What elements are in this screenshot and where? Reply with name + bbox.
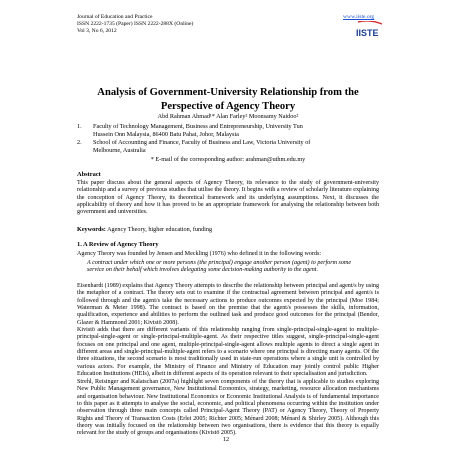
paper-title — [77, 86, 379, 114]
affiliation-text: Faculty of Technology Management, Business and Entrepreneurship, University Tun Hussein Onn Malaysia, 86400 Batu Pahat, Johor, Malaysia — [93, 123, 303, 138]
affiliation-text: School of Accounting and Finance, Faculty of Business and Law, Victoria University of Melbourne, Australia — [93, 139, 311, 154]
journal-url-link[interactable]: www.iiste.org — [343, 14, 375, 20]
body-paragraph-1: Eisenhardt (1989) explains that Agency Theory attempts to describe the relationship between principal and agent/s by using the metaphor of a contract. The theory sets out to examine if the contractual agreement between principal and agent/s is followed through and the agent/s take the necessary actions to produce outcomes expected by the principal (Moe 1984; Waterman & Meier 1998). The contract is based on the premise that the agent/s possesses the skills, information, qualification, experience and abilities to perform the outlined task and produce good outcomes for the principal (Bendor, Glazer & Hammond 2001; Kivistö 2008). — [77, 283, 379, 326]
keywords — [77, 226, 212, 233]
abstract-heading: Abstract — [77, 171, 101, 178]
journal-header — [77, 14, 193, 35]
body-paragraph-2: Kivistö adds that there are different variants of this relationship ranging from single-principal-single-agent to multiple-principal-single-agent or single-principal-multiple-agent. As their respective titles suggest, single-principal-single-agent focuses on one principal and one agent, multiple-principal-single-agent allows multiple agents to direct a single agent in different areas and single-principal-multiple-agent refers to a scenario where one principal is directing many agents. Of the three situations, the second scenario is most traditionally used in state-run operations where a single unit is controlled by various actors. For example, the Ministry of Finance and Ministry of Education may jointly control public Higher Education Institutions (HEIs), albeit in different aspects of its operation relevant to their specialisation and jurisdiction. — [77, 327, 379, 378]
author-list: Abd Rahman Ahmad¹* Alan Farley² Moonsamy Naidoo² — [157, 113, 299, 120]
affiliation-number: 2. — [77, 139, 82, 146]
page-number: 12 — [222, 436, 230, 443]
journal-name: Journal of Education and Practice — [77, 14, 153, 20]
body-paragraph-3: Strehl, Reisinger and Kalatschan (2007a) highlight seven components of the theory that is applicable to studies exploring New Public Management governance, New Institutional Economics, strategy, marketing, resource allocation mechanisms and organisation behaviour. New Institutional Economics or Economic Institutional Analysis is of fundamental importance to this paper as it attempts to analyse the social, economic, and political phenomena occurring within the institution under observation through three main concepts called Principal-Agent Theory (PAT) or Agency Theory, Theory of Property Rights and Theory of Transaction Costs (Erlei 2005; Richter 2005; Ménard 2008; Ménard & Shirley 2005). Although this theory was initially focused on the relationship between two organisations, there is evidence that this theory is equally relevant for the study of groups and organisations (Kivistö 2005). — [77, 379, 379, 437]
logo-text: IISTE — [356, 28, 379, 38]
section-heading: 1. A Review of Agency Theory — [77, 241, 159, 248]
title-line-1: Analysis of Government-University Relationship from the — [97, 87, 359, 98]
keywords-text: Agency Theory, higher education, funding — [105, 226, 213, 233]
abstract-text: This paper discuss about the general aspects of Agency Theory, its relevance to the study of government-university relationship and a survey of previous studies that utilise the theory. It begins with a review of scholarly literature explaining the conception of Agency Theory, its theoretical framework and its underlying assumptions. Next, it discusses the applicability of theory and how it has proved to be an appropriate framework for analysing the relationship between both government and universities. — [77, 180, 379, 216]
block-quote: A contract under which one or more persons (the principal) engage another person (agent) to perform some service on their behalf which involves delegating some decision-making authority to the agent. — [87, 260, 352, 274]
journal-volume: Vol 3, No 6, 2012 — [77, 28, 117, 34]
affiliation-number: 1. — [77, 123, 82, 130]
corresponding-email: * E-mail of the corresponding author: arahman@uthm.edu.my — [150, 156, 306, 163]
section-intro: Agency Theory was founded by Jensen and Meckling (1976) who defined it in the following words: — [77, 251, 322, 257]
iiste-logo — [355, 21, 385, 38]
title-line-2: Perspective of Agency Theory — [160, 101, 296, 112]
keywords-label: Keywords: — [77, 226, 106, 233]
journal-issn: ISSN 2222-1735 (Paper) ISSN 2222-288X (Online) — [77, 21, 194, 27]
